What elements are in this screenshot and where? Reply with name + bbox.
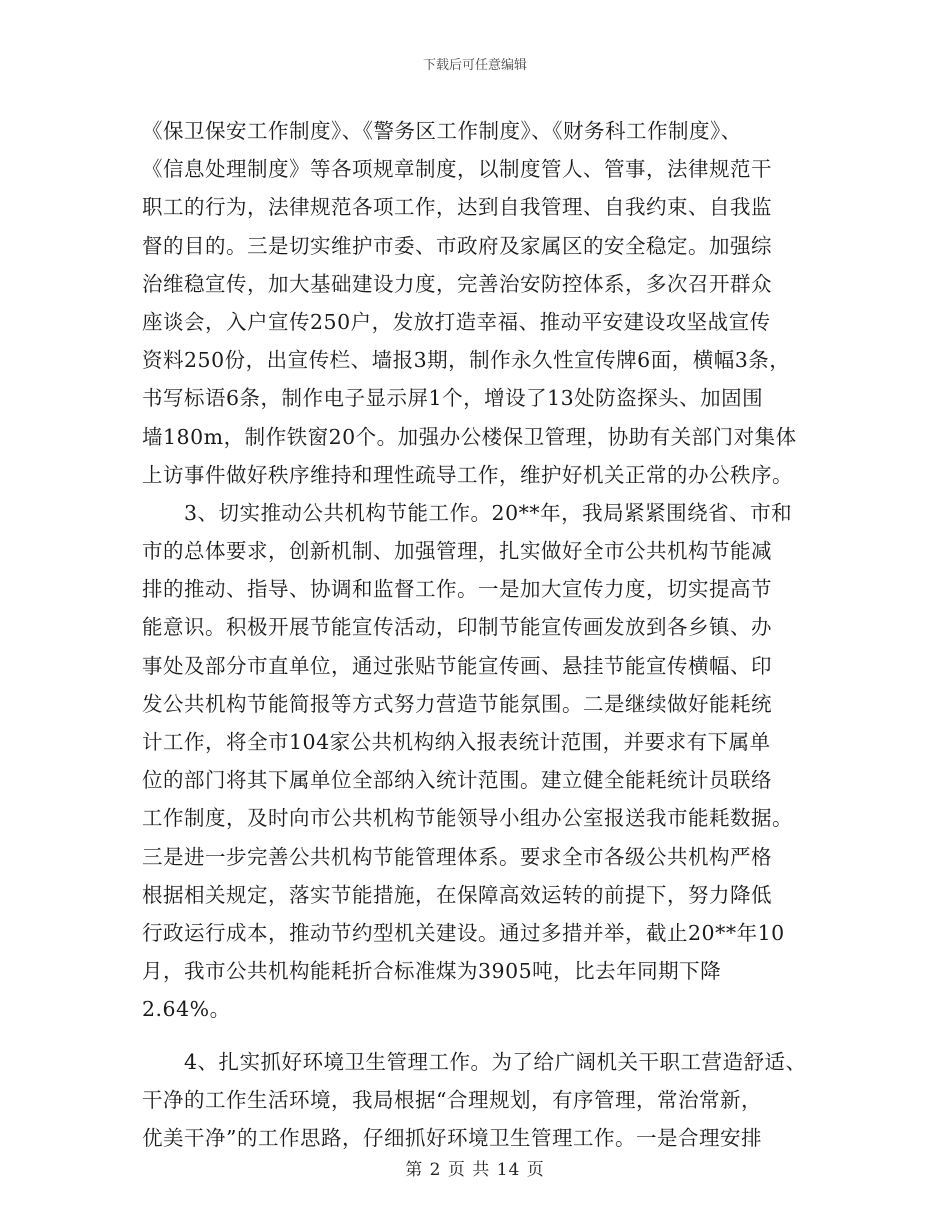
text-line: 工作制度，及时向市公共机构节能领导小组办公室报送我市能耗数据。: [142, 806, 793, 831]
text-line: 4、扎实抓好环境卫生管理工作。为了给广阔机关干职工营造舒适、: [142, 1049, 807, 1074]
text-line: 治维稳宣传，加大基础建设力度，完善治安防控体系，多次召开群众: [142, 271, 772, 296]
text-line: 三是进一步完善公共机构节能管理体系。要求全市各级公共机构严格: [142, 844, 772, 869]
text-line: 根据相关规定，落实节能措施，在保障高效运转的前提下，努力降低: [142, 882, 772, 907]
text-line: 事处及部分市直单位，通过张贴节能宣传画、悬挂节能宣传横幅、印: [142, 653, 772, 678]
text-line: 书写标语6条，制作电子显示屏1个，增设了13处防盗探头、加固围: [142, 386, 764, 411]
text-line: 排的推动、指导、协调和监督工作。一是加大宣传力度，切实提高节: [142, 577, 772, 602]
text-line: 资料250份，出宣传栏、墙报3期，制作永久性宣传牌6面，横幅3条，: [142, 348, 791, 373]
text-line: 月，我市公共机构能耗折合标准煤为3905吨，比去年同期下降: [142, 959, 722, 984]
text-line: 位的部门将其下属单位全部纳入统计范围。建立健全能耗统计员联络: [142, 768, 772, 793]
text-line: 能意识。积极开展节能宣传活动，印制节能宣传画发放到各乡镇、办: [142, 615, 772, 640]
text-line: 墙180m，制作铁窗20个。加强办公楼保卫管理，协助有关部门对集体: [142, 424, 797, 449]
text-line: 《信息处理制度》等各项规章制度，以制度管人、管事，法律规范干: [142, 157, 772, 182]
text-line: 座谈会，入户宣传250户，发放打造幸福、推动平安建设攻坚战宣传: [142, 309, 771, 334]
paragraph-block-2: [142, 1043, 822, 1158]
text-line: 计工作，将全市104家公共机构纳入报表统计范围，并要求有下属单: [142, 730, 771, 754]
text-line: 市的总体要求，创新机制、加强管理，扎实做好全市公共机构节能减: [142, 539, 772, 564]
text-line: 行政运行成本，推动节约型机关建设。通过多措并举，截止20**年10: [142, 920, 785, 945]
document-body: [142, 112, 822, 1157]
text-line: 2.64%。: [142, 997, 231, 1022]
text-line: 优美干净”的工作思路，仔细抓好环境卫生管理工作。一是合理安排: [142, 1125, 762, 1150]
paragraph-gap: [142, 1029, 822, 1043]
text-line: 职工的行为，法律规范各项工作，达到自我管理、自我约束、自我监: [142, 195, 772, 220]
text-line: 《保卫保安工作制度》、《警务区工作制度》、《财务科工作制度》、: [142, 119, 742, 143]
paragraph-block-1: [142, 112, 822, 1029]
text-line: 干净的工作生活环境，我局根据“合理规划，有序管理，常治常新，: [142, 1087, 762, 1112]
text-line: 3、切实推动公共机构节能工作。20**年，我局紧紧围绕省、市和: [142, 500, 793, 525]
text-line: 上访事件做好秩序维持和理性疏导工作，维护好机关正常的办公秩序。: [142, 462, 793, 487]
page-footer: 第 2 页 共 14 页: [405, 1160, 545, 1180]
text-line: 督的目的。三是切实维护市委、市政府及家属区的安全稳定。加强综: [142, 233, 772, 258]
text-line: 发公共机构节能简报等方式努力营造节能氛围。二是继续做好能耗统: [142, 691, 772, 716]
page-header: 下载后可任意编辑: [422, 58, 527, 73]
